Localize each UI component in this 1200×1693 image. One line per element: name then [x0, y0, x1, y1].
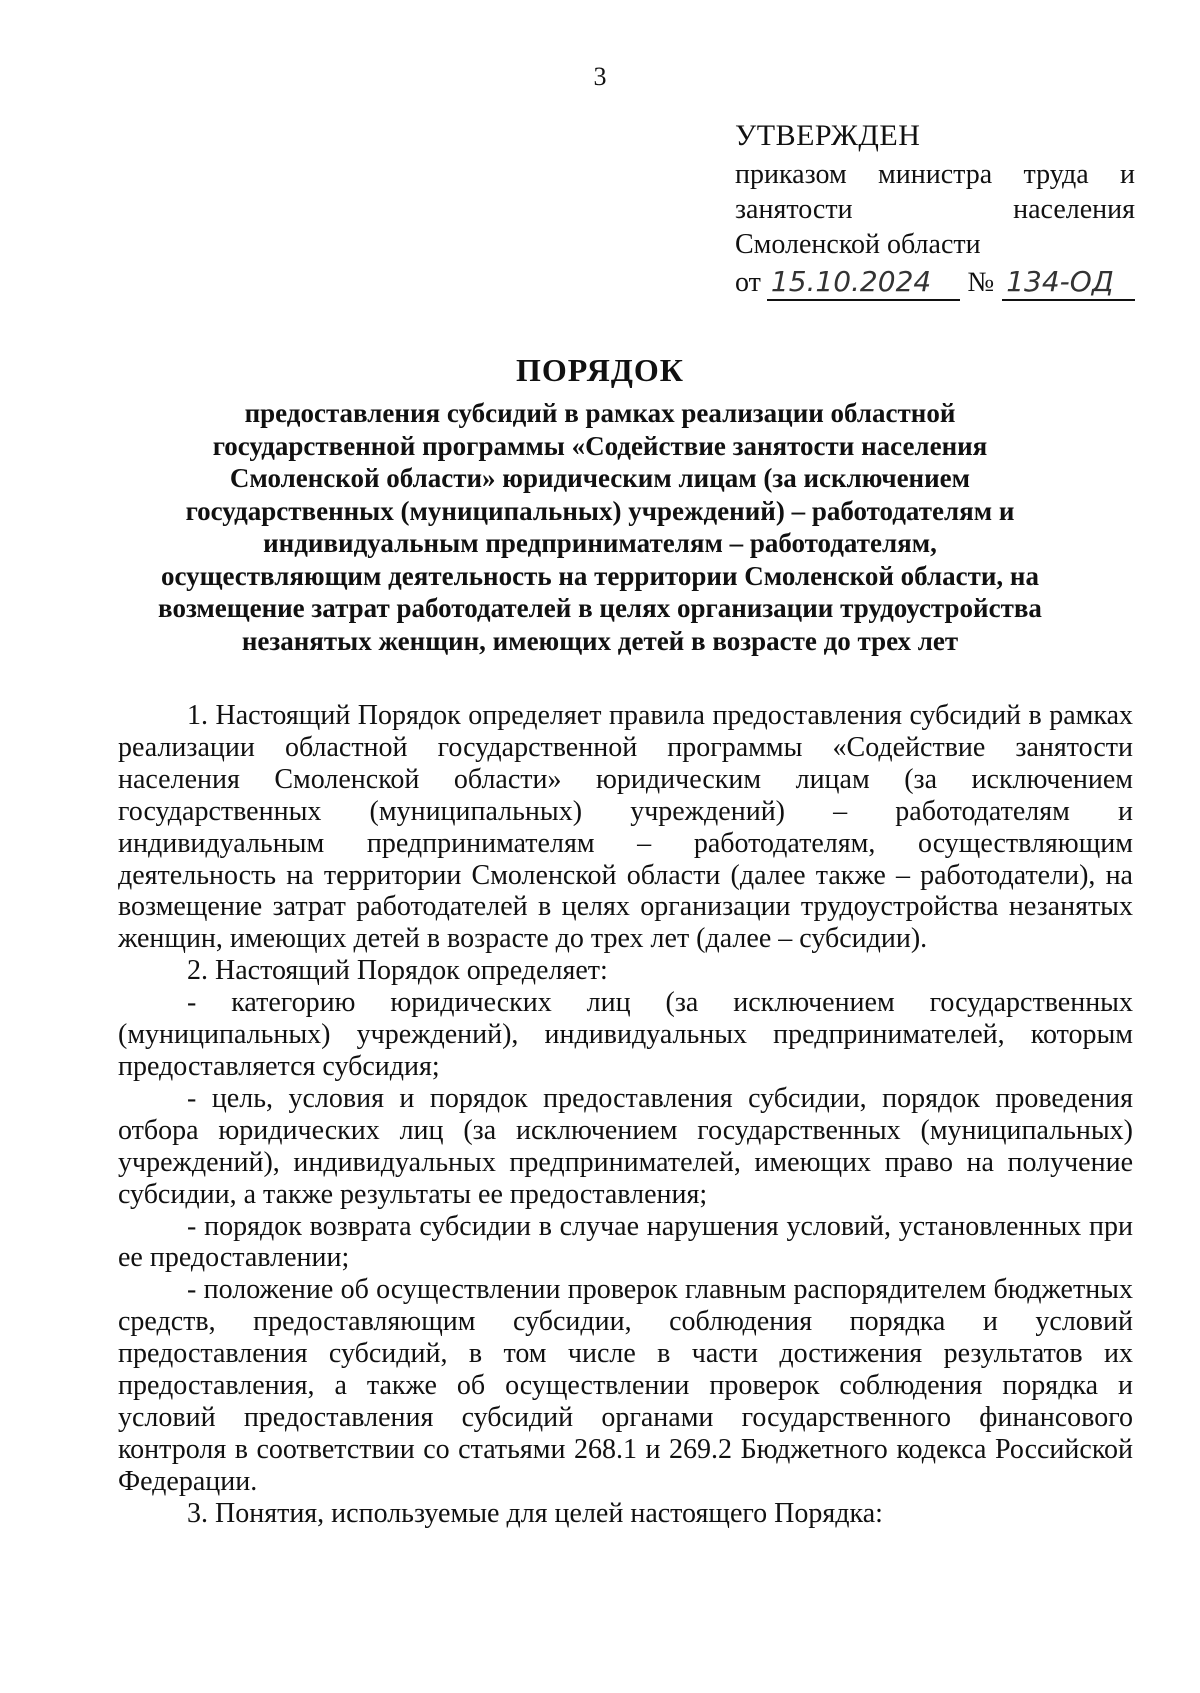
page-number: 3 [593, 62, 607, 91]
approval-line-2: занятости населения [735, 194, 1135, 225]
list-item-inspections: - положение об осуществлении проверок главным распорядителем бюджетных средств, предоставляющим субсидии, соблюдения порядка и условий предоставления субсидий, в том числе в части достижения результатов их предоставления, а также об осуществлении проверок соблюдения порядка и условий предоставления субсидий органами государственного финансового контроля в соответствии со статьями 268.1 и 269.2 Бюджетного кодекса Российской Федерации. [118, 1274, 1133, 1497]
from-label: от [735, 267, 761, 298]
document-body [118, 700, 1133, 1530]
handwritten-date: 15.10.2024 [767, 264, 960, 301]
approval-line-3: Смоленской области [735, 229, 981, 260]
approval-title: УТВЕРЖДЕН [735, 119, 921, 152]
paragraph-3: 3. Понятия, используемые для целей настоящего Порядка: [187, 1497, 883, 1529]
approval-line-1: приказом министра труда и [735, 159, 1135, 190]
document-subtitle: предоставления субсидий в рамках реализации областной государственной программы «Содействие занятости населения Смоленской области» юридическим лицам (за исключением государственных (муниципальных) учреждений) – работодателям и индивидуальным предпринимателям – работодателям, осуществляющим деятельность на территории Смоленской области, на возмещение затрат работодателей в целях организации трудоустройства незанятых женщин, имеющих детей в возрасте до трех лет [158, 398, 1042, 656]
number-label: № [967, 267, 995, 298]
document-title: ПОРЯДОК [516, 352, 684, 388]
paragraph-2: 2. Настоящий Порядок определяет: [187, 955, 608, 987]
list-item-goal: - цель, условия и порядок предоставления субсидии, порядок проведения отбора юридических лиц (за исключением государственных (муниципальных) учреждений), индивидуальных предпринимателей, имеющих право на получение субсидии, а также результаты ее предоставления; [118, 1082, 1133, 1210]
paragraph-1: 1. Настоящий Порядок определяет правила предоставления субсидий в рамках реализации областной государственной программы «Содействие занятости населения Смоленской области» юридическим лицам (за исключением государственных (муниципальных) учреждений) – работодателям и индивидуальным предпринимателям – работодателям, осуществляющим деятельность на территории Смоленской области (далее также – работодатели), на возмещение затрат работодателей в целях организации трудоустройства незанятых женщин, имеющих детей в возрасте до трех лет (далее – субсидии). [118, 700, 1133, 955]
handwritten-number: 134-ОД [1002, 264, 1135, 301]
approval-date-number-row [735, 264, 1135, 301]
approval-block [735, 118, 1135, 301]
list-item-category: - категорию юридических лиц (за исключением государственных (муниципальных) учреждений), индивидуальных предпринимателей, которым предоставляется субсидия; [118, 987, 1133, 1082]
list-item-return: - порядок возврата субсидии в случае нарушения условий, установленных при ее предоставлении; [118, 1210, 1133, 1274]
document-heading [150, 352, 1050, 657]
